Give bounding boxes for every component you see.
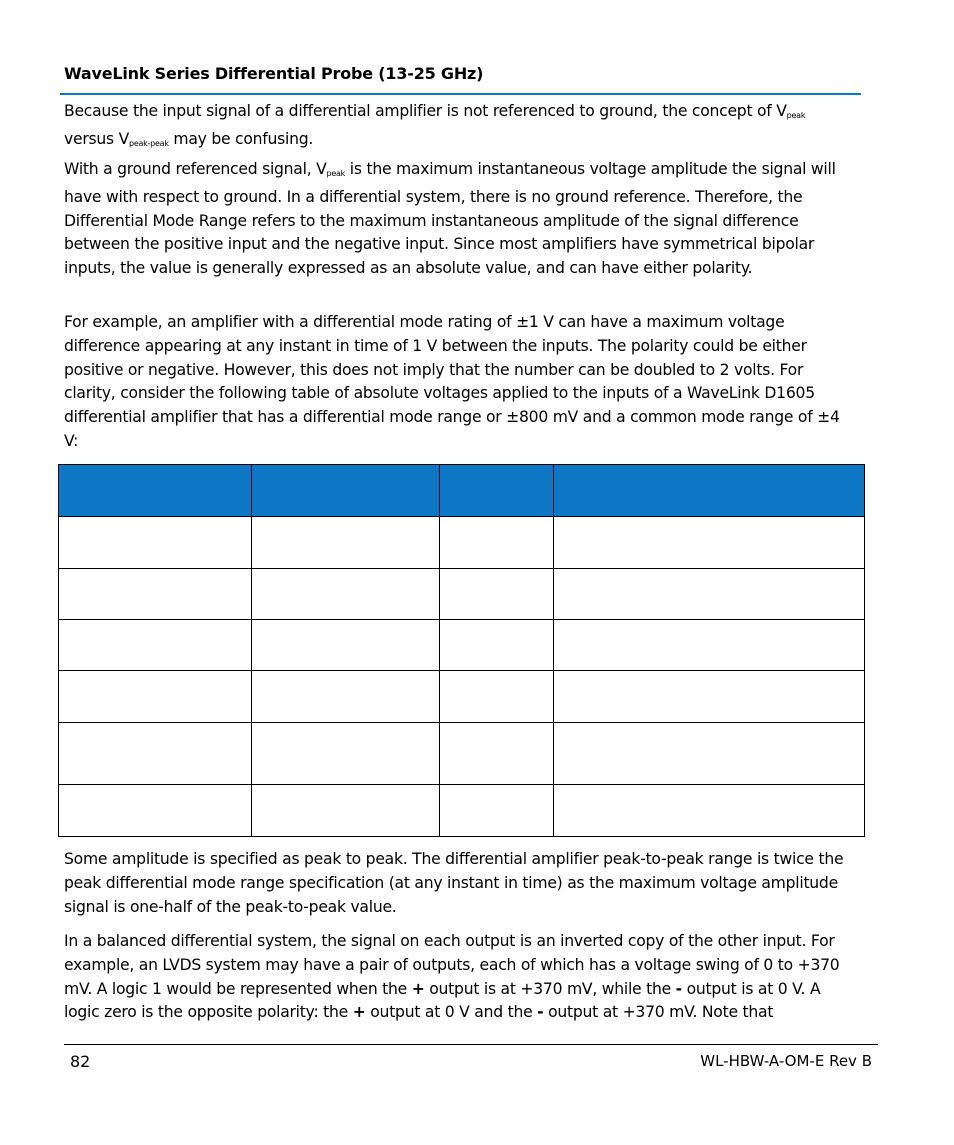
- table-row: [59, 517, 865, 569]
- table-cell: [440, 517, 554, 569]
- table-row: [59, 723, 865, 785]
- table-cell: [554, 620, 865, 671]
- section-title: WaveLink Series Differential Probe (13-25 GHz): [64, 64, 484, 83]
- table-header-cell: [59, 465, 252, 517]
- table-cell: [59, 671, 252, 723]
- table-cell: [554, 671, 865, 723]
- table-cell: [252, 785, 440, 837]
- table-cell: [554, 569, 865, 620]
- table-row: [59, 671, 865, 723]
- header-divider: [60, 93, 861, 95]
- table-header-cell: [252, 465, 440, 517]
- table-cell: [59, 569, 252, 620]
- table-cell: [440, 723, 554, 785]
- table-cell: [554, 785, 865, 837]
- table-cell: [440, 569, 554, 620]
- voltage-table: [58, 464, 865, 837]
- paragraph-example: For example, an amplifier with a differential mode rating of ±1 V can have a maximum voltage difference appearing at any instant in time of 1 V between the inputs. The polarity could be either positive or negative. However, this does not imply that the number can be doubled to 2 volts. For clarity, consider the following table of absolute voltages applied to the inputs of a WaveLink D1605 differential amplifier that has a differential mode range or ±800 mV and a common mode range of ±4 V:: [64, 313, 840, 450]
- table-cell: [440, 620, 554, 671]
- paragraph-vpeak-intro: Because the input signal of a differential amplifier is not referenced to ground, the concept of $V_{peak}$ versus $V_{peak-peak}$ may be confusing.: [64, 102, 806, 148]
- table-cell: [59, 620, 252, 671]
- table-header-cell: [554, 465, 865, 517]
- table-cell: [59, 723, 252, 785]
- table-cell: [252, 620, 440, 671]
- paragraph-peak-to-peak: Some amplitude is specified as peak to peak. The differential amplifier peak-to-peak range is twice the peak differential mode range specification (at any instant in time) as the maximum voltage amplitude signal is one-half of the peak-to-peak value.: [64, 850, 844, 916]
- document-id: WL-HBW-A-OM-E Rev B: [700, 1052, 872, 1070]
- page-number: 82: [70, 1052, 91, 1071]
- table-row: [59, 620, 865, 671]
- table-cell: [59, 785, 252, 837]
- table-cell: [554, 723, 865, 785]
- table-cell: [252, 569, 440, 620]
- table-cell: [252, 517, 440, 569]
- table-row: [59, 785, 865, 837]
- table-cell: [554, 517, 865, 569]
- paragraph-ground-reference: With a ground referenced signal, $V_{peak}$ is the maximum instantaneous voltage amplitude the signal will have with respect to ground. In a differential system, there is no ground reference. Therefore, the Differential Mode Range refers to the maximum instantaneous amplitude of the signal difference between the positive input and the negative input. Since most amplifiers have symmetrical bipolar inputs, the value is generally expressed as an absolute value, and can have either polarity.: [64, 160, 836, 278]
- paragraph-balanced-system: In a balanced differential system, the signal on each output is an inverted copy of the other input. For example, an LVDS system may have a pair of outputs, each of which has a voltage swing of 0 to +370 mV. A logic 1 would be represented when the + output is at +370 mV, while the - output is at 0 V. A logic zero is the opposite polarity: the + output at 0 V and the - output at +370 mV. Note that: [64, 932, 840, 1022]
- table-cell: [440, 671, 554, 723]
- footer-divider: [64, 1044, 878, 1045]
- table-cell: [252, 723, 440, 785]
- table-header-row: [59, 465, 865, 517]
- table-cell: [440, 785, 554, 837]
- table-row: [59, 569, 865, 620]
- table-cell: [59, 517, 252, 569]
- table-cell: [252, 671, 440, 723]
- table-header-cell: [440, 465, 554, 517]
